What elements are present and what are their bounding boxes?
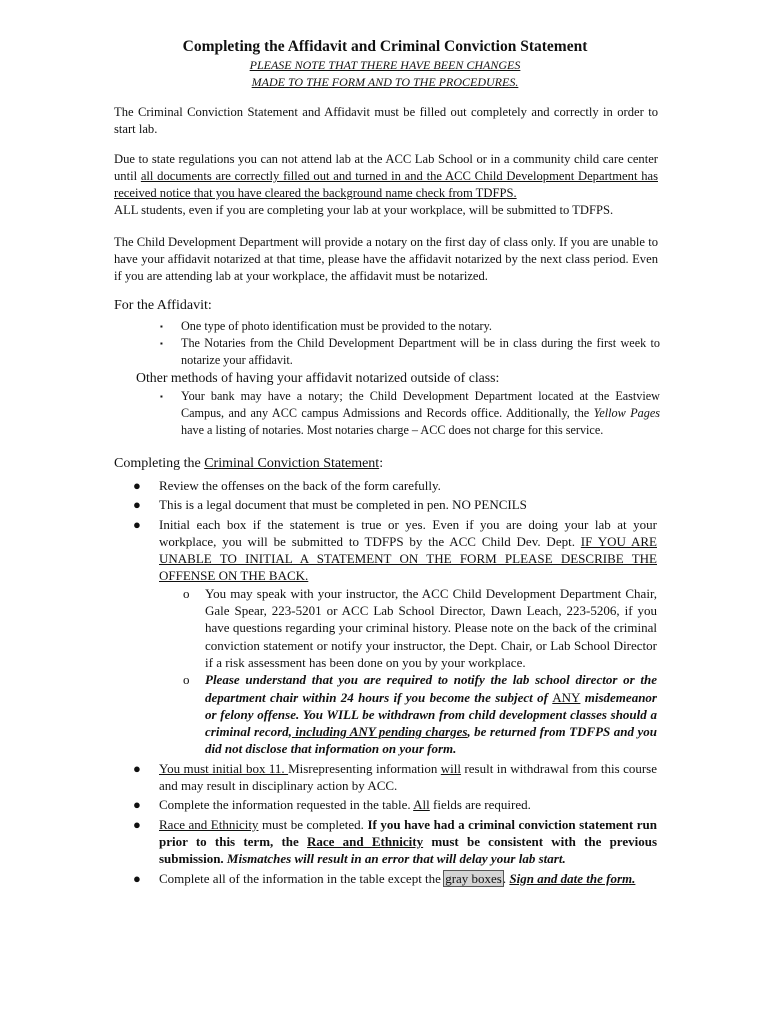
list-item: ● Race and Ethnicity must be completed. If you have had a criminal conviction statement run prior to this term, the Race and Ethnicity must be consistent with the previous submission. Mismatches will result in an error that will delay your lab start. [133,816,658,867]
affidavit-heading: For the Affidavit: [114,298,212,313]
page-title: Completing the Affidavit and Criminal Conviction Statement [182,38,588,55]
list-item: ▪ One type of photo identification must be provided to the notary. [160,319,492,333]
regulations-all-students: ALL students, even if you are completing your lab at your workplace, will be submitted to TDFPS. [114,203,614,217]
bullet-icon: ● [133,516,141,532]
other-methods-list [160,388,660,439]
square-bullet-icon: ▪ [160,392,163,401]
list-item: ● You must initial box 11. Misrepresenting information will result in withdrawal from this course and may result in disciplinary action by ACC. [133,760,657,794]
circle-bullet-icon: o [183,585,190,601]
intro-paragraph: The Criminal Conviction Statement and Affidavit must be filled out completely and correctly in order to start lab. [114,105,658,136]
criminal-list [133,477,657,889]
list-item: ● Complete all of the information in the table except the gray boxes. Sign and date the form. [133,870,636,886]
list-item: ● This is a legal document that must be completed in pen. NO PENCILS [133,497,527,513]
gray-boxes-label: gray boxes [445,870,502,886]
yellow-pages-text: Yellow Pages [593,406,660,420]
bullet-icon: ● [133,497,141,513]
notary-paragraph: The Child Development Department will provide a notary on the first day of class only. If you are unable to have your affidavit notarized at that time, please have the affidavit notarized by the next class period. Even if you are attending lab at your workplace, the affidavit must be notarized. [114,235,658,283]
notice-line-1: PLEASE NOTE THAT THERE HAVE BEEN CHANGES [249,58,521,72]
criminal-heading: Completing the Criminal Conviction Statement: [114,456,384,471]
sub-list [159,585,657,758]
list-item: ● Initial each box if the statement is true or yes. Even if you are doing your lab at your workplace, you will be submitted to TDFPS by the ACC Child Dev. Dept. IF YOU ARE UNABLE TO INITIAL A STATEMENT ON THE FORM PLEASE DESCRIBE THE OFFENSE ON THE BACK. o You may speak with your instructor, the ACC Child Development Department Chair, Gale Spear, 223-5201 or ACC Lab School Director, Dawn Leach, 223-5206, if you have questions regarding your criminal history. Please note on the back of the criminal conviction statement or notify your instructor, the Dept. Chair, or Lab School Director if a risk assessment has been done on you by your workplace. o Please understand that you are required to notify the lab school director or the department chair within 24 hours if you become the subject of ANY misdemeanor or felony offense. You WILL be withdrawn from child development classes should a criminal record, including ANY pending charges, be returned from TDFPS and you did not disclose that information on your form. [133,516,657,757]
square-bullet-icon: ▪ [160,339,163,348]
regulations-text: Due to state regulations you can not attend lab at the ACC Lab School or in a community child care center until [114,152,658,183]
bullet-icon: ● [133,478,141,493]
list-item: ● Review the offenses on the back of the form carefully. [133,478,441,493]
regulations-underlined: all documents are correctly filled out and turned in and the ACC Child Development Department has received notice that you have cleared the background name check from TDFPS. [114,169,658,200]
notice-line-2: MADE TO THE FORM AND TO THE PROCEDURES. [251,75,519,89]
list-item: o You may speak with your instructor, the ACC Child Development Department Chair, Gale Spear, 223-5201 or ACC Lab School Director, Dawn Leach, 223-5206, if you have questions regarding your criminal history. Please note on the back of the criminal conviction statement or notify your instructor, the Dept. Chair, or Lab School Director if a risk assessment has been done on you by your workplace. [183,585,657,670]
bullet-icon: ● [133,816,141,832]
list-item: ▪ The Notaries from the Child Development Department will be in class during the first week to notarize your affidavit. [160,336,660,367]
list-item: o Please understand that you are required to notify the lab school director or the department chair within 24 hours if you become the subject of ANY misdemeanor or felony offense. You WILL be withdrawn from child development classes should a criminal record, including ANY pending charges, be returned from TDFPS and you did not disclose that information on your form. [183,672,657,757]
bullet-icon: ● [133,870,141,886]
square-bullet-icon: ▪ [160,322,163,331]
affidavit-list [160,318,660,369]
bullet-icon: ● [133,760,141,776]
regulations-paragraph [114,151,658,219]
list-item: ● Complete the information requested in the table. All fields are required. [133,797,531,813]
bullet-icon: ● [133,797,141,813]
list-item: ▪ Your bank may have a notary; the Child Development Department located at the Eastview Campus, and any ACC campus Admissions and Records office. Additionally, the Yellow Pages have a listing of notaries. Most notaries charge – ACC does not charge for this service. [160,389,660,437]
other-methods-heading: Other methods of having your affidavit notarized outside of class: [136,370,500,385]
circle-bullet-icon: o [183,672,190,688]
